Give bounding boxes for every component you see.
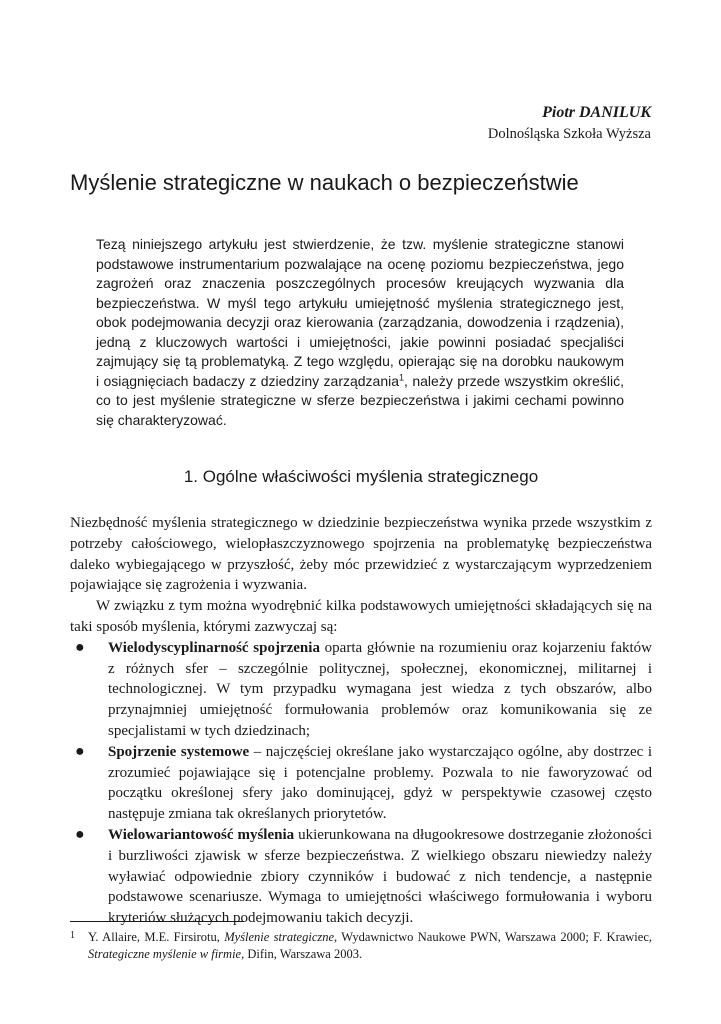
footnote — [70, 929, 652, 963]
list-item — [75, 742, 652, 825]
article-title: Myślenie strategiczne w naukach o bezpieczeństwie — [70, 170, 579, 195]
bullet-icon: ● — [75, 638, 85, 656]
list-item — [75, 825, 652, 929]
abstract — [96, 235, 624, 430]
footnote-text-a: Y. Allaire, M.E. Firsirotu, — [88, 930, 225, 944]
list-item-term: Wielodyscyplinarność spojrzenia — [108, 639, 320, 656]
footnote-divider — [70, 921, 244, 922]
bullet-icon: ● — [75, 742, 85, 760]
footnote-text-b: , Wydawnictwo Naukowe PWN, Warszawa 2000; F. Krawiec, — [334, 930, 653, 944]
section-body — [70, 513, 652, 929]
footnote-text-c: , Difin, Warszawa 2003. — [241, 947, 363, 961]
footnote-reference[interactable]: 1 — [399, 371, 405, 382]
abstract-paragraph — [96, 235, 624, 430]
footnote-number: 1 — [70, 930, 75, 941]
section-heading: 1. Ogólne właściwości myślenia strategicznego — [183, 467, 539, 486]
footnote-text — [70, 929, 652, 963]
author-block — [488, 102, 651, 144]
list-item-term: Spojrzenie systemowe — [108, 743, 250, 760]
list-item-text: oparta głównie na rozumieniu oraz kojarzeniu faktów z różnych sfer – szczególnie politycznej, społecznej, ekonomicznej, militarnej i technologicznej. W tym przypadku wymagana jest wiedza z tych obszarów, albo przynajmniej umiejętność formułowania problemów oraz komunikowania się ze specjalistami w tych dziedzinach; — [108, 639, 652, 739]
author-affiliation: Dolnośląska Szkoła Wyższa — [487, 126, 651, 142]
abstract-text-1: Tezą niniejszego artykułu jest stwierdzenie, że tzw. myślenie strategiczne stanowi podstawowe instrumentarium pozwalające na ocenę poziomu bezpieczeństwa, jego zagrożeń oraz znaczenia poszczególnych procesów kreujących wyzwania dla bezpieczeństwa. W myśl tego artykułu umiejętność myślenia strategicznego jest, obok podejmowania decyzji oraz kierowania (zarządzania, dowodzenia i rządzenia), jedną z kluczowych wartości i umiejętności, jakie powinni posiadać specjaliści zajmujący się tą problematyką. Z tego względu, opierając się na dorobku naukowym i osiągnięciach badaczy z dziedziny zarządzania — [96, 236, 624, 389]
author-name: Piotr DANILUK — [542, 104, 651, 121]
footnote-title-a: Myślenie strategiczne — [224, 930, 335, 944]
abstract-text-2: , należy przede wszystkim określić, co to jest myślenie strategiczne w sferze bezpieczeństwa i jakimi cechami powinno się charakteryzować. — [96, 372, 624, 428]
list-item-text: ukierunkowana na długookresowe dostrzeganie złożoności i burzliwości zjawisk w sferze bezpieczeństwa. Z wielkiego obszaru niewiedzy należy wyławiać odpowiednie zbiory czynników i budować z nich tendencje, a następnie podstawowe scenariusze. Wymaga to umiejętności właściwego formułowania i wyboru kryteriów służących podejmowaniu takich decyzji. — [108, 826, 652, 927]
list-item-term: Wielowariantowość myślenia — [108, 826, 295, 843]
list-item — [75, 638, 652, 742]
skills-list — [70, 638, 652, 929]
bullet-icon: ● — [75, 825, 85, 843]
body-paragraph-2: W związku z tym można wyodrębnić kilka podstawowych umiejętności składających się na taki sposób myślenia, którymi zazwyczaj są: — [70, 598, 652, 635]
body-paragraph-1: Niezbędność myślenia strategicznego w dziedzinie bezpieczeństwa wynika przede wszystkim z potrzeby całościowego, wielopłaszczyznowego spojrzenia na problematykę bezpieczeństwa daleko wybiegającego w przyszłość, żeby móc przewidzieć z wystarczającym wyprzedzeniem pojawiające się zagrożenia i wyzwania. — [70, 515, 652, 594]
footnote-title-b: Strategiczne myślenie w firmie — [88, 947, 242, 961]
list-item-text: – najczęściej określane jako wystarczająco ogólne, aby dostrzec i zrozumieć pojawiające się i potencjalne problemy. Pozwala to nie faworyzować od początku określonej sfery jako dominującej, gdyż w perspektywie czasowej często następuje zmiana tak określanych priorytetów. — [108, 743, 652, 823]
